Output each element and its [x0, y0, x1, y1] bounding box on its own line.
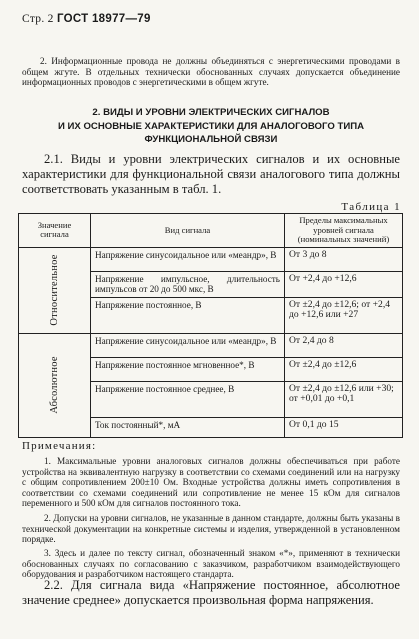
section-heading-line: И ИХ ОСНОВНЫЕ ХАРАКТЕРИСТИКИ ДЛЯ АНАЛОГОВОГО ТИПА	[57, 120, 365, 132]
signal-type-cell: Напряжение постоянное мгновенное*, В	[91, 357, 285, 381]
note-1: 1. Максимальные уровни аналоговых сигналов должны обеспечиваться при работе устройства на эквивалентную нагрузку в соответствии со схемами соединений или на нагрузку с общим сопротивлением 200±10 Ом. Входные устройства должны иметь сопротивления в соответствии со схемами соединений или сопротивление не менее 15 кОм для сигналов переменного и 500 кОм для сигналов постоянного тока.	[22, 456, 400, 509]
page-header	[22, 13, 151, 25]
limits-cell: От +2,4 до +12,6	[285, 271, 403, 297]
paragraph-2-1: 2.1. Виды и уровни электрических сигналов и их основные характеристики для функциональной связи аналогового типа должны соответствовать указанным в табл. 1.	[22, 152, 400, 196]
group-label: Относительное	[48, 254, 60, 326]
table-title: Таблица 1	[341, 201, 401, 213]
group-cell-relative	[19, 247, 91, 333]
group-label: Абсолютное	[48, 356, 60, 414]
signal-type-cell: Напряжение импульсное, длительность импульсов от 20 до 500 мкс, В	[91, 271, 285, 297]
section-heading-line: ФУНКЦИОНАЛЬНОЙ СВЯЗИ	[144, 134, 278, 145]
note-3: 3. Здесь и далее по тексту сигнал, обозначенный знаком «*», применяют в технически обоснованных случаях по согласованию с заказчиком, разработчиком взаимодействующего оборудования и разработчиком настоящего стандарта.	[22, 548, 400, 580]
limits-cell: От ±2,4 до ±12,6	[285, 357, 403, 381]
section-heading-line: 2. ВИДЫ И УРОВНИ ЭЛЕКТРИЧЕСКИХ СИГНАЛОВ	[92, 107, 330, 118]
signal-type-cell: Напряжение синусоидальное или «меандр», В	[91, 247, 285, 271]
limits-cell: От ±2,4 до ±12,6 или +30; от +0,01 до +0,1	[285, 381, 403, 417]
table-row	[19, 247, 403, 271]
signal-type-cell: Напряжение синусоидальное или «меандр», В	[91, 333, 285, 357]
signal-type-cell: Ток постоянный*, мА	[91, 417, 285, 437]
intro-paragraph: 2. Информационные провода не должны объединяться с энергетическими проводами в общем жгуте. В отдельных технически обоснованных случаях допускается объединение информационных проводов с энергетическими в общем жгуте.	[22, 56, 400, 88]
signal-type-cell: Напряжение постоянное, В	[91, 297, 285, 333]
column-header: Пределы максимальных уровней сигнала (номинальных значений)	[285, 214, 403, 248]
table-row	[19, 333, 403, 357]
limits-cell: От 3 до 8	[285, 247, 403, 271]
column-header: Значение сигнала	[19, 214, 91, 248]
table-header-row	[19, 214, 403, 248]
notes-heading: Примечания:	[22, 440, 97, 452]
signal-type-cell: Напряжение постоянное среднее, В	[91, 381, 285, 417]
paragraph-2-2: 2.2. Для сигнала вида «Напряжение постоянное, абсолютное значение среднее» допускается произвольная форма напряжения.	[22, 578, 400, 607]
limits-cell: От 2,4 до 8	[285, 333, 403, 357]
limits-cell: От ±2,4 до ±12,6; от +2,4 до +12,6 или +27	[285, 297, 403, 333]
standard-number: ГОСТ 18977—79	[56, 13, 151, 25]
note-2: 2. Допуски на уровни сигналов, не указанные в данном стандарте, должны быть указаны в технической документации на конкретные системы и изделия, утвержденной в установленном порядке.	[22, 513, 400, 545]
section-heading	[22, 106, 400, 147]
page-number: Стр. 2	[22, 13, 54, 25]
column-header: Вид сигнала	[91, 214, 285, 248]
limits-cell: От 0,1 до 15	[285, 417, 403, 437]
signals-table	[18, 213, 403, 438]
group-cell-absolute	[19, 333, 91, 437]
